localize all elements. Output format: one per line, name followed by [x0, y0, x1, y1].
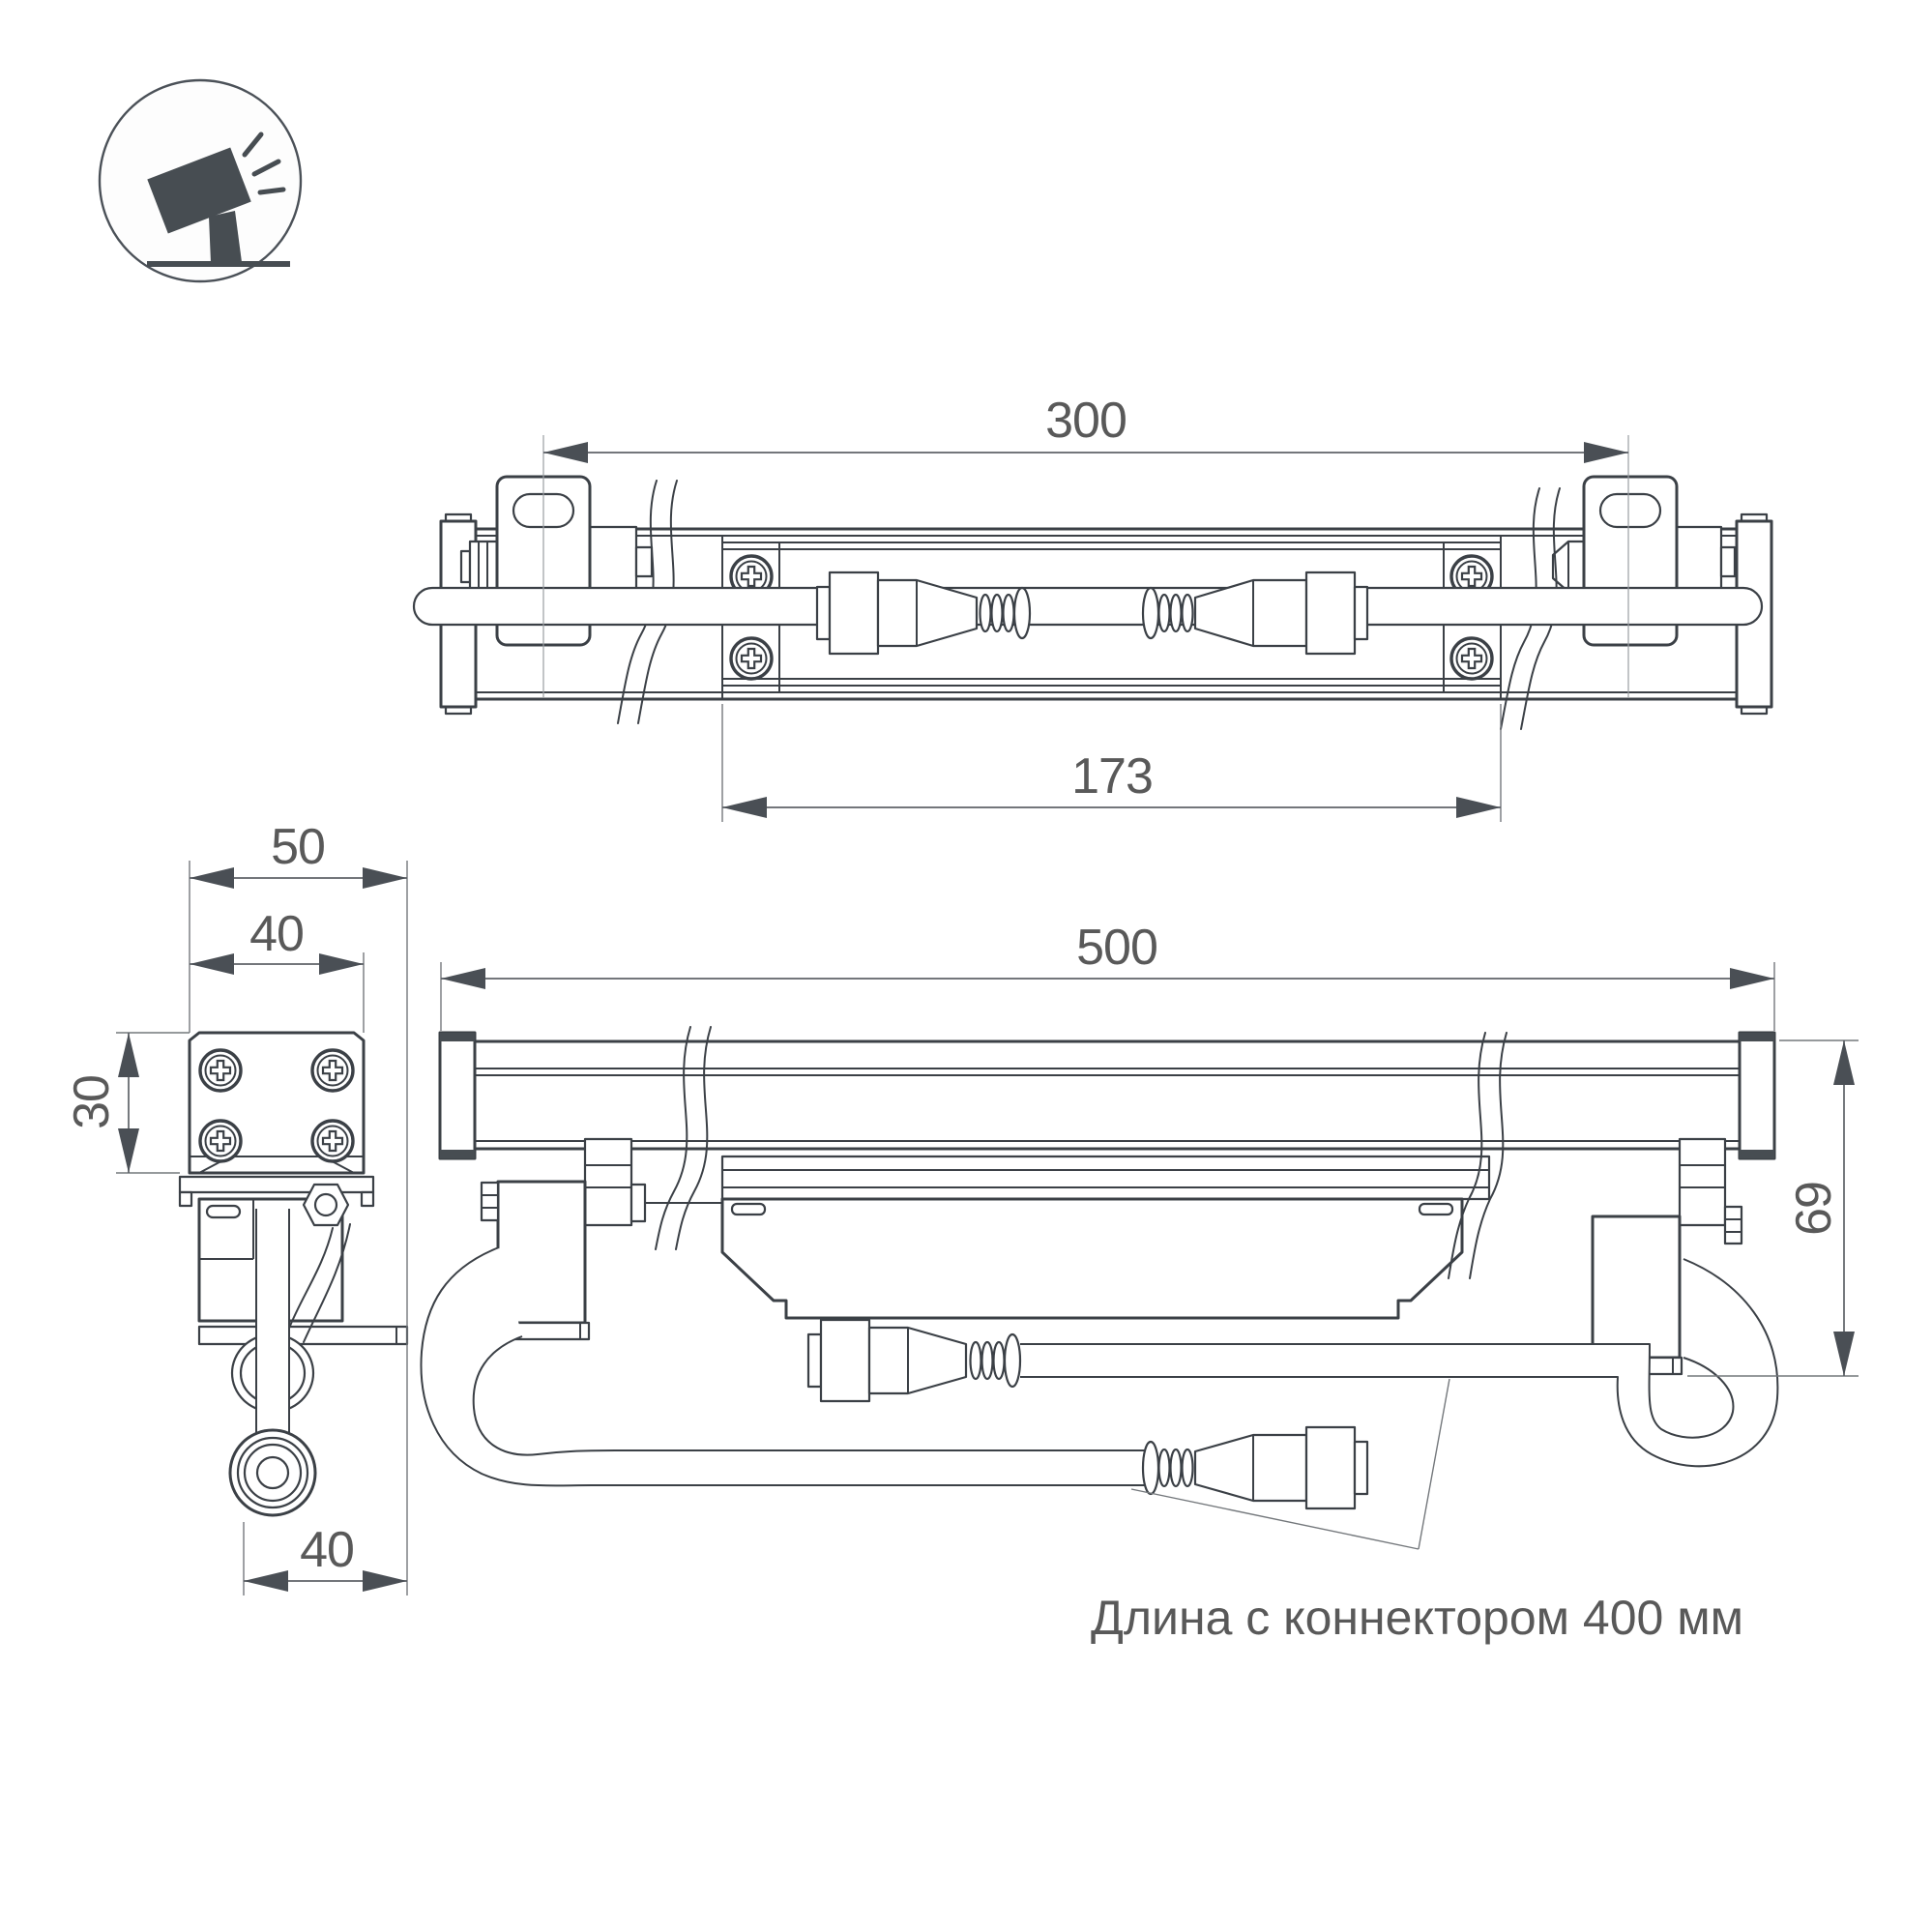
screw-icon: [312, 1121, 353, 1161]
front-view: [422, 920, 1859, 1645]
dim-label-69: 69: [1786, 1182, 1842, 1236]
front-clamp-left: [482, 1139, 722, 1339]
cable-connector-female: [1143, 572, 1367, 654]
dimension-30: [64, 1033, 190, 1173]
connector-length-note: Длина с коннектором 400 мм: [1091, 1591, 1743, 1645]
dimension-500: [441, 920, 1774, 1031]
screw-icon: [200, 1121, 241, 1161]
dim-label-173: 173: [1071, 748, 1153, 805]
cable-connector-end-view: [230, 1430, 315, 1515]
front-view-end-caps: [440, 1033, 1774, 1158]
dimension-173: [722, 704, 1501, 822]
dim-label-40-top: 40: [249, 906, 304, 962]
side-view: [64, 819, 407, 1595]
dim-label-30: 30: [64, 1075, 120, 1129]
front-view-bar: [440, 1033, 1774, 1158]
dim-label-40-bottom: 40: [300, 1522, 354, 1578]
dimension-40-bottom: [244, 1522, 407, 1595]
top-view: [414, 393, 1771, 822]
screw-icon: [731, 638, 772, 679]
pigtail-connector-lower: [1143, 1427, 1367, 1508]
dim-label-50: 50: [271, 819, 325, 875]
screw-icon: [312, 1050, 353, 1091]
product-type-icon: [100, 80, 301, 281]
cable-connector-male: [817, 572, 1030, 654]
dim-label-300: 300: [1045, 393, 1127, 449]
screw-icon: [1451, 638, 1492, 679]
driver-box: [722, 1156, 1489, 1318]
pigtail-connector-upper: [808, 1320, 1020, 1401]
hex-knob: [304, 1185, 348, 1225]
screw-icon: [200, 1050, 241, 1091]
dim-label-500: 500: [1076, 920, 1157, 976]
side-view-body: [190, 1033, 364, 1173]
dimension-40-top: [190, 906, 364, 1033]
side-view-clamp: [180, 1177, 407, 1344]
